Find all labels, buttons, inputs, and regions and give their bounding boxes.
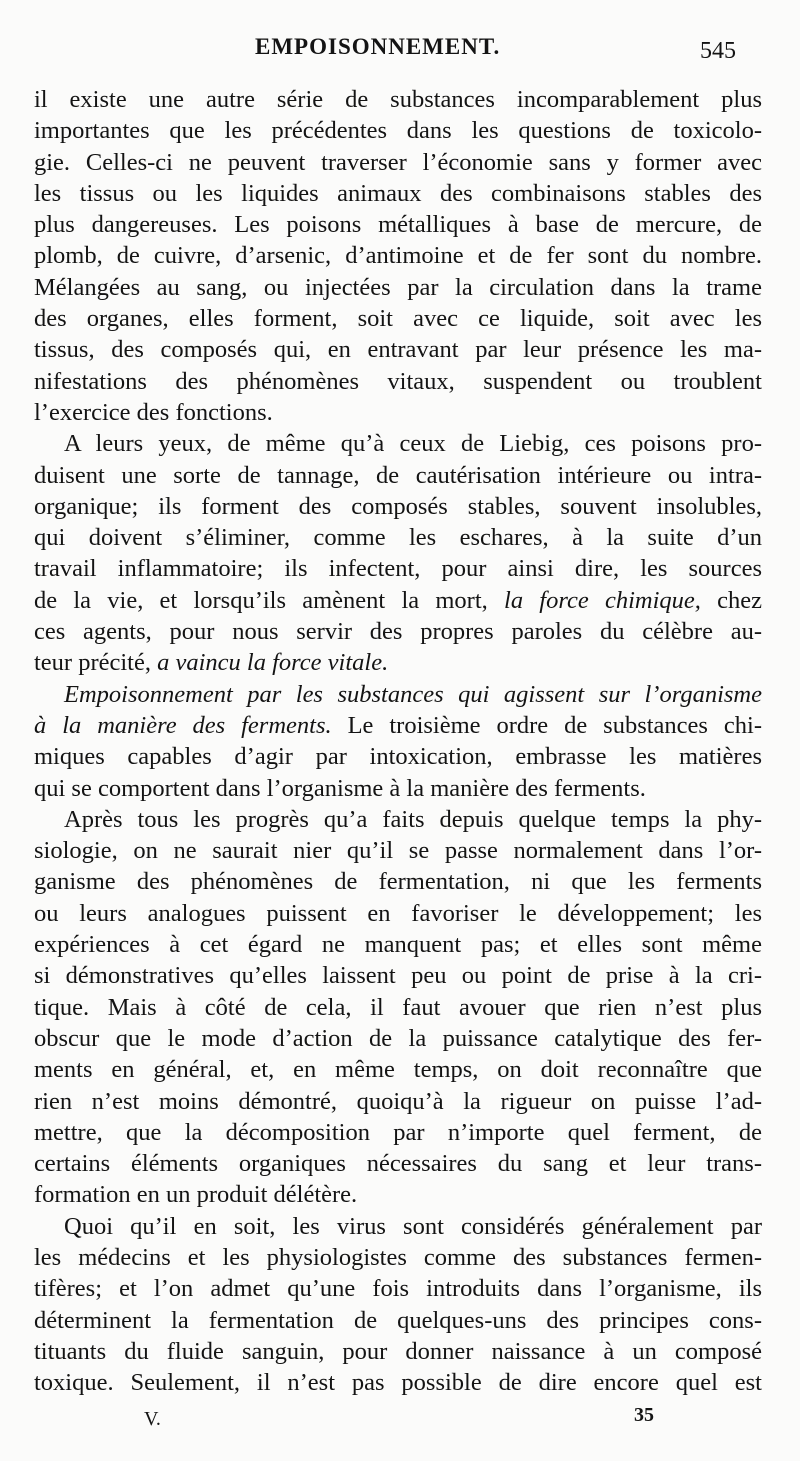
text-line xyxy=(34,710,762,741)
text-line: organique; ils forment des composés stables, souvent insolubles, xyxy=(34,492,762,520)
text-line: duisent une sorte de tannage, de cautérisation intérieure ou intra- xyxy=(34,461,762,489)
text-line: tissus, des composés qui, en entravant par leur présence les ma- xyxy=(34,336,762,364)
text-line xyxy=(34,647,762,678)
text-line: qui doivent s’éliminer, comme les eschares, à la suite d’un xyxy=(34,524,762,552)
page-header xyxy=(0,30,800,70)
sheet-number: 35 xyxy=(634,1404,654,1426)
text-line: ces agents, pour nous servir des propres paroles du célèbre au- xyxy=(34,618,762,646)
page-number: 545 xyxy=(700,38,736,64)
text-line xyxy=(34,679,762,710)
text-line: toxique. Seulement, il n’est pas possible de dire encore quel est xyxy=(34,1369,762,1397)
text-line xyxy=(34,585,762,616)
text-line: plus dangereuses. Les poisons métalliques à base de mercure, de xyxy=(34,211,762,239)
text-line: ments en général, et, en même temps, on doit reconnaître que xyxy=(34,1056,762,1084)
text-run: chez xyxy=(700,586,763,614)
text-line: tique. Mais à côté de cela, il faut avouer que rien n’est plus xyxy=(34,993,762,1021)
text-line: des organes, elles forment, soit avec ce liquide, soit avec les xyxy=(34,305,762,333)
text-run: Le troisième ordre de substances chi- xyxy=(331,711,762,739)
text-line: ganisme des phénomènes de fermentation, ni que les ferments xyxy=(34,868,762,896)
text-line: obscur que le mode d’action de la puissance catalytique des fer- xyxy=(34,1024,762,1052)
text-line: plomb, de cuivre, d’arsenic, d’antimoine et de fer sont du nombre. xyxy=(34,242,762,270)
text-line: rien n’est moins démontré, quoiqu’à la rigueur on puisse l’ad- xyxy=(34,1087,762,1115)
text-line: les tissus ou les liquides animaux des combinaisons stables des xyxy=(34,179,762,207)
text-line: qui se comportent dans l’organisme à la manière des ferments. xyxy=(34,774,646,802)
text-line: expériences à cet égard ne manquent pas; et elles sont même xyxy=(34,931,762,959)
page-footer xyxy=(0,1400,800,1440)
text-line: A leurs yeux, de même qu’à ceux de Liebig, ces poisons pro- xyxy=(64,430,762,458)
text-line: Mélangées au sang, ou injectées par la circulation dans la trame xyxy=(34,273,762,301)
text-line: nifestations des phénomènes vitaux, suspendent ou troublent xyxy=(34,367,762,395)
text-line: les médecins et les physiologistes comme des substances fermen- xyxy=(34,1243,762,1271)
running-title: EMPOISONNEMENT. xyxy=(255,34,501,59)
text-line: il existe une autre série de substances incomparablement plus xyxy=(34,86,762,113)
text-line: ou leurs analogues puissent en favoriser le développement; les xyxy=(34,899,762,927)
text-line: tituants du fluide sanguin, pour donner naissance à un composé xyxy=(34,1337,762,1365)
text-line: certains éléments organiques nécessaires du sang et leur trans- xyxy=(34,1150,762,1178)
text-line: tifères; et l’on admet qu’une fois introduits dans l’organisme, ils xyxy=(34,1275,762,1303)
text-line: travail inflammatoire; ils infectent, pour ainsi dire, les sources xyxy=(34,555,762,583)
italic-text-run: a vaincu la force vitale. xyxy=(157,649,389,677)
signature-mark: V. xyxy=(144,1408,161,1430)
text-line: formation en un produit délétère. xyxy=(34,1181,358,1209)
body-text xyxy=(34,84,762,1398)
italic-text-run: à la manière des ferments. xyxy=(34,711,332,739)
text-line: importantes que les précédentes dans les questions de toxicolo- xyxy=(34,117,762,145)
text-line: gie. Celles-ci ne peuvent traverser l’économie sans y former avec xyxy=(34,148,762,176)
text-line: Quoi qu’il en soit, les virus sont considérés généralement par xyxy=(64,1212,762,1240)
text-line: l’exercice des fonctions. xyxy=(34,398,273,426)
text-run: de la vie, et lorsqu’ils amènent la mort, xyxy=(34,586,505,614)
text-line: Après tous les progrès qu’a faits depuis quelque temps la phy- xyxy=(64,805,762,833)
italic-text-run: la force chimique, xyxy=(504,586,701,614)
text-run: teur précité, xyxy=(34,649,158,677)
text-line: siologie, on ne saurait nier qu’il se passe normalement dans l’or- xyxy=(34,837,762,865)
text-line: déterminent la fermentation de quelques-uns des principes cons- xyxy=(34,1306,762,1334)
text-line: si démonstratives qu’elles laissent peu ou point de prise à la cri- xyxy=(34,962,762,990)
text-line: mettre, que la décomposition par n’importe quel ferment, de xyxy=(34,1118,762,1146)
text-line: miques capables d’agir par intoxication, embrasse les matières xyxy=(34,743,762,771)
italic-text-run: Empoisonnement par les substances qui agissent sur l’organisme xyxy=(64,680,762,708)
